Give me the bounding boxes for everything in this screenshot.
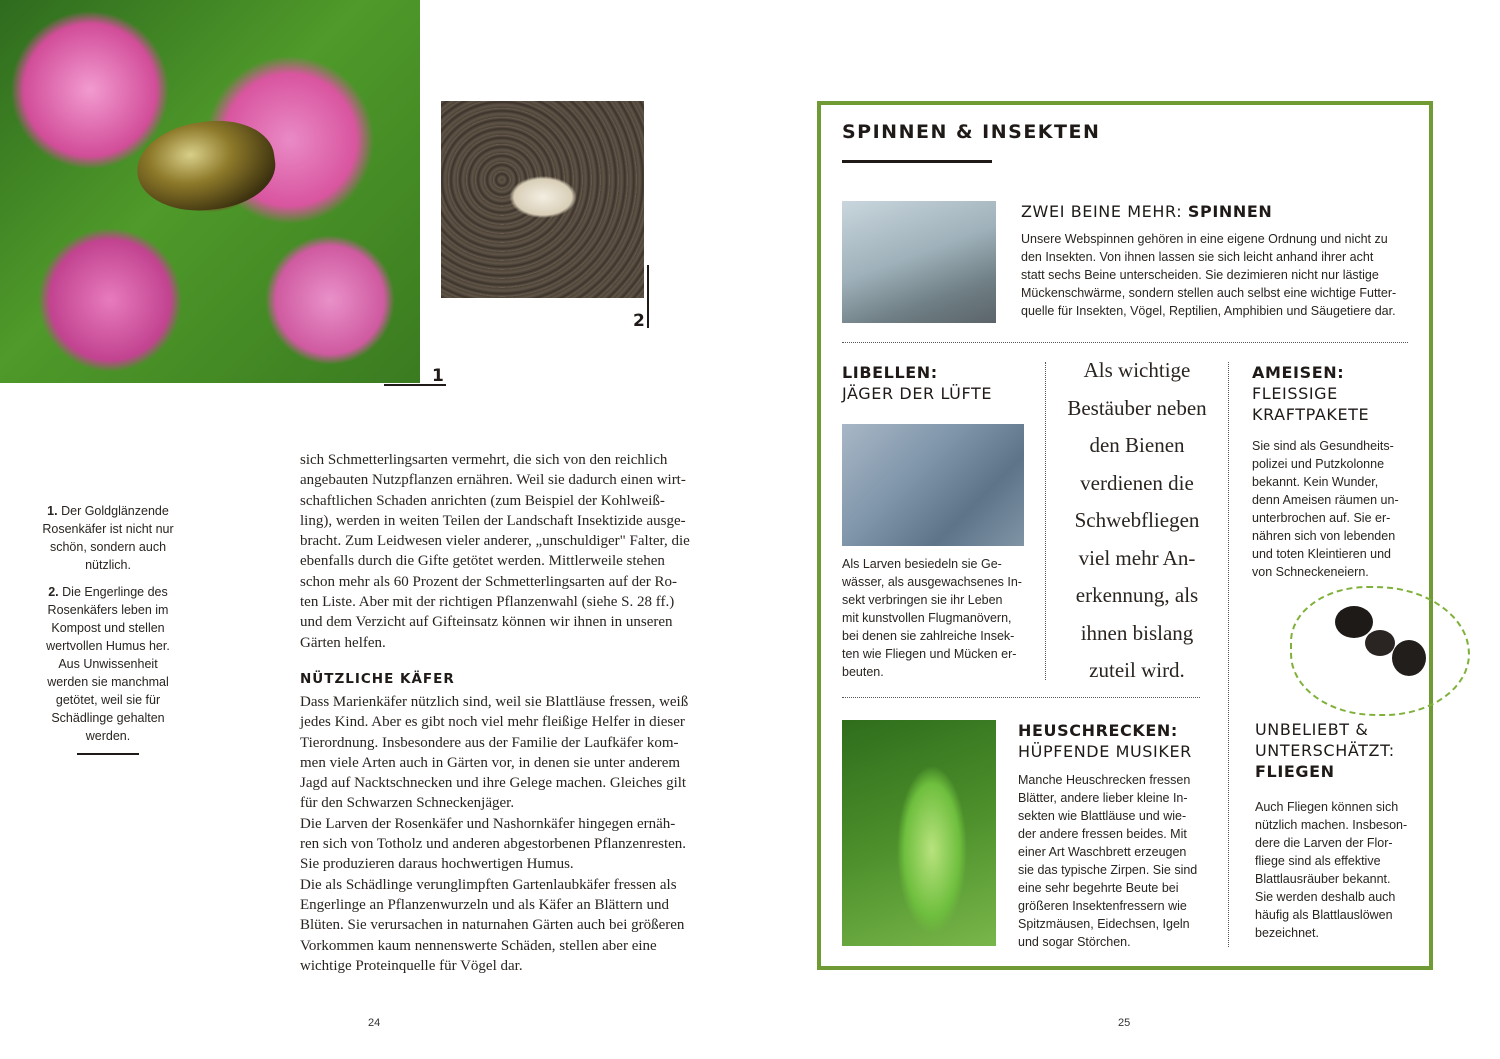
text-line: mit kunstvollen Flugmanövern, bbox=[842, 611, 1012, 625]
libellen-heading-bold: LIBELLEN: bbox=[842, 363, 938, 382]
text-line: wässer, als ausgewachsenes In- bbox=[842, 575, 1022, 589]
ameisen-text bbox=[1252, 437, 1422, 581]
heuschrecken-text bbox=[1018, 771, 1218, 951]
ant-head bbox=[1335, 606, 1373, 638]
text-line: Sie werden deshalb auch bbox=[1255, 890, 1396, 904]
caption-1-line: Der Goldglänzende bbox=[61, 504, 169, 518]
page-number-right: 25 bbox=[1118, 1017, 1131, 1029]
text-line: bezeichnet. bbox=[1255, 926, 1319, 940]
text-line: Die Larven der Rosenkäfer und Nashornkäfer hingegen ernäh- bbox=[300, 815, 676, 832]
ameisen-heading-line: KRAFTPAKETE bbox=[1252, 405, 1370, 424]
caption-2 bbox=[30, 583, 186, 745]
text-line: sekt verbringen sie ihr Leben bbox=[842, 593, 1003, 607]
caption-1-line: schön, sondern auch bbox=[49, 540, 167, 554]
text-line: fliege sind als effektive bbox=[1255, 854, 1381, 868]
text-line: ten wie Fliegen und Mücken er- bbox=[842, 647, 1017, 661]
text-line: men viele Arten auch in Gärten vor, in denen sie unter anderem bbox=[300, 754, 681, 771]
caption-2-line: wertvollen Humus her. bbox=[46, 639, 170, 653]
box-title-rule bbox=[842, 160, 992, 163]
spinnen-heading-bold: SPINNEN bbox=[1187, 202, 1273, 221]
divider-horizontal-top bbox=[842, 342, 1408, 343]
text-line: Die als Schädlinge verunglimpften Gartenlaubkäfer fressen als bbox=[300, 876, 677, 893]
text-line: ling), werden in weiten Teilen der Landschaft Insektizide ausge- bbox=[300, 512, 686, 529]
photo-dragonfly bbox=[842, 424, 1024, 546]
text-line: und sogar Störchen. bbox=[1018, 935, 1131, 949]
text-line: der andere fressen beides. Mit bbox=[1018, 827, 1187, 841]
figure-2-rule bbox=[647, 265, 649, 328]
text-line: Sie produzieren daraus hochwertigen Humus. bbox=[300, 856, 574, 873]
text-line: ten Liste. Aber mit der richtigen Pflanzenwahl (siehe S. 28 ff.) bbox=[300, 594, 675, 611]
photo-spider bbox=[842, 201, 996, 323]
libellen-heading bbox=[842, 362, 1032, 404]
libellen-text bbox=[842, 555, 1032, 681]
quote-line: ihnen bislang bbox=[1080, 620, 1194, 645]
quote-line: Als wichtige bbox=[1083, 358, 1191, 382]
text-line: Tierordnung. Insbesondere aus der Familie der Laufkäfer kom- bbox=[300, 734, 679, 751]
quote-line: Bestäuber neben bbox=[1067, 395, 1207, 420]
text-line: ebenfalls durch die Gifte getötet werden. Mittlerweile stehen bbox=[300, 553, 665, 570]
divider-vertical-right bbox=[1228, 362, 1229, 947]
text-line: und toten Kleintieren und bbox=[1252, 547, 1391, 561]
caption-1 bbox=[30, 502, 186, 574]
text-line: Blattlausräuber bekannt. bbox=[1255, 872, 1391, 886]
text-line: Manche Heuschrecken fressen bbox=[1018, 773, 1191, 787]
text-line: häufig als Blattlauslöwen bbox=[1255, 908, 1393, 922]
caption-2-line: Die Engerlinge des bbox=[62, 585, 168, 599]
caption-1-line: nützlich. bbox=[85, 558, 131, 572]
text-line: und dem Verzicht auf Gifteinsatz können wir ihnen in unseren bbox=[300, 614, 673, 631]
photo-grub-compost bbox=[441, 101, 644, 298]
quote-line: den Bienen bbox=[1089, 433, 1185, 457]
spinnen-heading-normal: ZWEI BEINE MEHR: bbox=[1021, 202, 1188, 221]
text-line: Gärten helfen. bbox=[300, 634, 386, 651]
text-line: denn Ameisen räumen un- bbox=[1252, 493, 1399, 507]
heuschrecken-heading-normal: HÜPFENDE MUSIKER bbox=[1018, 742, 1192, 761]
text-line: sekten wie Blattläuse und wie- bbox=[1018, 809, 1187, 823]
text-line: quelle für Insekten, Vögel, Reptilien, Amphibien und Säugetiere dar. bbox=[1021, 304, 1396, 318]
caption-2-line: Kompost und stellen bbox=[51, 621, 165, 635]
caption-2-line: Rosenkäfers leben im bbox=[47, 603, 169, 617]
text-line: bei denen sie zahlreiche Insek- bbox=[842, 629, 1015, 643]
divider-horizontal-bottom bbox=[842, 697, 1200, 698]
spinnen-text bbox=[1021, 230, 1421, 320]
figure-1-number: 1 bbox=[432, 366, 444, 386]
text-line: sie das typische Zirpen. Sie sind bbox=[1018, 863, 1198, 877]
heuschrecken-heading bbox=[1018, 720, 1218, 762]
text-line: Als Larven besiedeln sie Ge- bbox=[842, 557, 1002, 571]
fliegen-text bbox=[1255, 798, 1425, 942]
text-line: statt sechs Beine unterscheiden. Sie dezimieren nicht nur lästige bbox=[1021, 268, 1379, 282]
ant-abdomen bbox=[1392, 640, 1426, 676]
text-line: Spitzmäusen, Eidechsen, Igeln bbox=[1018, 917, 1190, 931]
box-title: SPINNEN & INSEKTEN bbox=[842, 121, 1101, 143]
text-line: Unsere Webspinnen gehören in eine eigene Ordnung und nicht zu bbox=[1021, 232, 1388, 246]
text-line: beuten. bbox=[842, 665, 884, 679]
text-line: einer Art Waschbrett erzeugen bbox=[1018, 845, 1187, 859]
fliegen-heading-line: UNBELIEBT & bbox=[1255, 720, 1369, 739]
ameisen-heading bbox=[1252, 362, 1422, 425]
ameisen-heading-line: AMEISEN: bbox=[1252, 363, 1345, 382]
text-line: ren sich von Totholz und anderen abgestorbenen Pflanzenresten. bbox=[300, 836, 687, 853]
text-line: nützlich machen. Insbeson- bbox=[1255, 818, 1408, 832]
text-line: unterbrochen auf. Sie er- bbox=[1252, 511, 1391, 525]
text-line: für den Schwarzen Schneckenjäger. bbox=[300, 795, 515, 812]
caption-2-line: getötet, weil sie für bbox=[55, 693, 161, 707]
spinnen-heading bbox=[1021, 201, 1272, 222]
caption-2-number: 2. bbox=[48, 585, 59, 599]
text-line: sich Schmetterlingsarten vermehrt, die sich von den reichlich bbox=[300, 452, 668, 468]
fliegen-heading-line: UNTERSCHÄTZT: bbox=[1255, 741, 1395, 760]
caption-2-line: Aus Unwissenheit bbox=[58, 657, 158, 671]
text-line: Vorkommen kaum nennenswerte Schäden, stellen aber eine bbox=[300, 937, 657, 954]
text-line: Sie sind als Gesundheits- bbox=[1252, 439, 1394, 453]
fliegen-heading-bold: FLIEGEN bbox=[1255, 762, 1335, 781]
text-line: von Schneckeneiern. bbox=[1252, 565, 1369, 579]
heuschrecken-heading-bold: HEUSCHRECKEN: bbox=[1018, 721, 1178, 740]
body-paragraph-2 bbox=[300, 692, 695, 976]
quote-line: viel mehr An- bbox=[1078, 545, 1196, 570]
pull-quote bbox=[1052, 352, 1222, 690]
text-line: größeren Insektenfressern wie bbox=[1018, 899, 1187, 913]
fliegen-heading bbox=[1255, 719, 1425, 782]
text-line: den Insekten. Von ihnen lassen sie sich leicht anhand ihrer acht bbox=[1021, 250, 1374, 264]
text-line: Auch Fliegen können sich bbox=[1255, 800, 1399, 814]
text-line: polizei und Putzkolonne bbox=[1252, 457, 1385, 471]
text-line: eine sehr begehrte Beute bei bbox=[1018, 881, 1179, 895]
text-line: Dass Marienkäfer nützlich sind, weil sie Blattläuse fressen, weiß bbox=[300, 694, 689, 710]
caption-rule bbox=[77, 753, 139, 755]
text-line: dere die Larven der Flor- bbox=[1255, 836, 1393, 850]
subheading-nuetzliche-kaefer: NÜTZLICHE KÄFER bbox=[300, 671, 455, 687]
quote-line: verdienen die bbox=[1080, 470, 1194, 495]
quote-line: zuteil wird. bbox=[1089, 658, 1185, 682]
text-line: bekannt. Kein Wunder, bbox=[1252, 475, 1379, 489]
text-line: Blüten. Sie verursachen in naturnahen Gärten auch bei größeren bbox=[300, 917, 685, 934]
caption-2-line: werden. bbox=[85, 729, 131, 743]
text-line: wichtige Proteinquelle für Vögel dar. bbox=[300, 957, 523, 974]
body-paragraph-1 bbox=[300, 450, 695, 653]
photo-grasshopper bbox=[842, 720, 996, 946]
text-line: Blätter, andere lieber kleine In- bbox=[1018, 791, 1188, 805]
text-line: Jagd auf Nacktschnecken und ihre Gelege machen. Gleiches gilt bbox=[300, 775, 687, 792]
caption-1-number: 1. bbox=[47, 504, 58, 518]
caption-1-line: Rosenkäfer ist nicht nur bbox=[42, 522, 174, 536]
text-line: schon mehr als 60 Prozent der Schmetterlingsarten auf der Ro- bbox=[300, 573, 677, 590]
caption-2-line: Schädlinge gehalten bbox=[51, 711, 165, 725]
ameisen-heading-line: FLEISSIGE bbox=[1252, 384, 1338, 403]
text-line: Mückenschwärme, sondern stellen auch selbst eine wichtige Futter- bbox=[1021, 286, 1397, 300]
quote-line: erkennung, als bbox=[1075, 583, 1199, 607]
divider-vertical-left bbox=[1045, 362, 1046, 680]
text-line: Engerlinge an Pflanzenwurzeln und als Käfer an Blättern und bbox=[300, 896, 670, 913]
ant-thorax bbox=[1365, 630, 1395, 656]
caption-2-line: werden sie manchmal bbox=[47, 675, 169, 689]
page-number-left: 24 bbox=[368, 1017, 381, 1029]
text-line: angebauten Nutzpflanzen ernähren. Weil sie dadurch einen wirt- bbox=[300, 472, 686, 489]
text-line: schaftlichen Schaden anrichten (zum Beispiel der Kohlweiß- bbox=[300, 492, 665, 509]
text-line: bracht. Zum Leidwesen vieler anderer, „unschuldiger" Falter, die bbox=[300, 533, 690, 550]
libellen-heading-normal: JÄGER DER LÜFTE bbox=[842, 384, 993, 403]
text-line: nähren sich von lebenden bbox=[1252, 529, 1396, 543]
quote-line: Schwebfliegen bbox=[1074, 508, 1200, 532]
figure-2-number: 2 bbox=[633, 311, 645, 331]
text-line: jedes Kind. Aber es gibt noch viel mehr fleißige Helfer in dieser bbox=[300, 714, 685, 731]
